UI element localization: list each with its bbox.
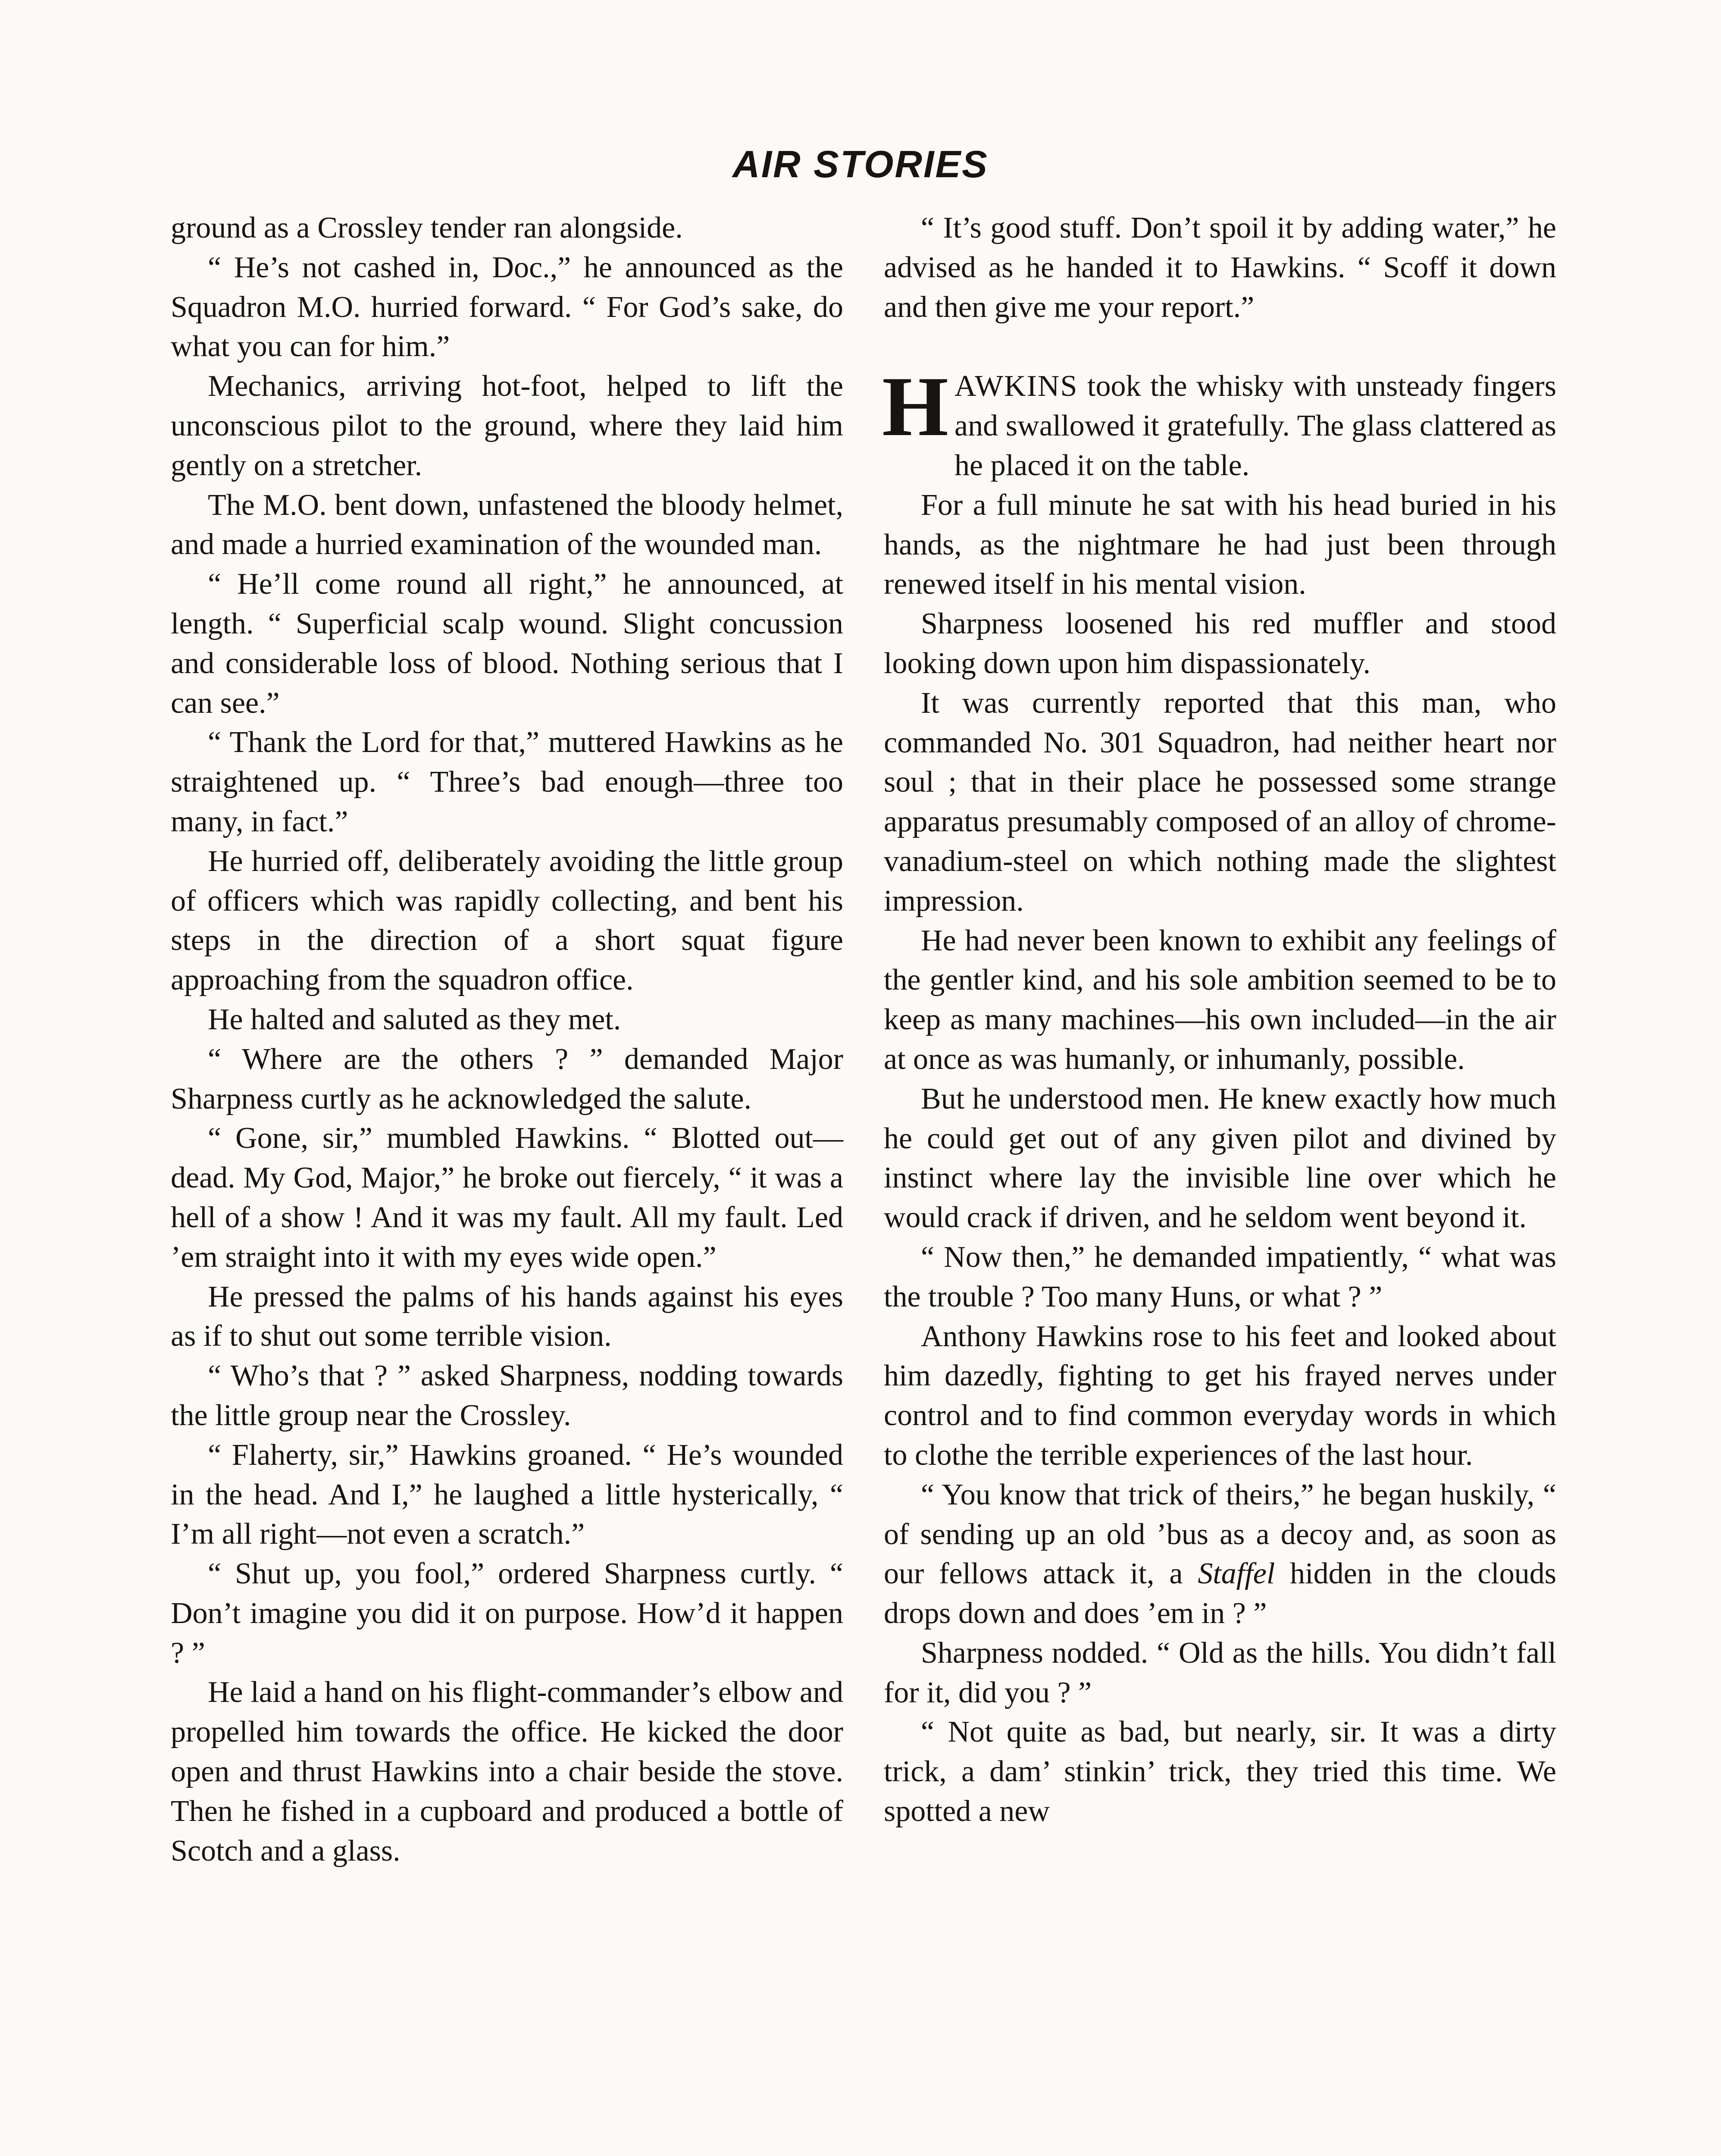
paragraph: “ He’s not cashed in, Doc.,” he announced as the Squadron M.O. hurried forward. “ For God’s sake, do what you can for him.”: [171, 251, 843, 364]
paragraph: Sharpness nodded. “ Old as the hills. You didn’t fall for it, did you ? ”: [884, 1636, 1556, 1709]
paragraph: ground as a Crossley tender ran alongside.: [171, 211, 683, 244]
drop-cap: H: [882, 359, 949, 454]
paragraph: “ Shut up, you fool,” ordered Sharpness curtly. “ Don’t imagine you did it on purpose. How’d it happen ? ”: [171, 1557, 843, 1670]
right-column: [884, 208, 1556, 1831]
paragraph-text: hidden in the clouds drops down and does ’em in ? ”: [884, 1557, 1556, 1630]
paragraph: He laid a hand on his flight-commander’s elbow and propelled him towards the office. He kicked the door open and thrust Hawkins into a chair beside the stove. Then he fished in a cupboard and produced a bottle of Scotch and a glass.: [171, 1676, 843, 1868]
paragraph-text: “ You know that trick of theirs,” he began huskily, “ of sending up an old ’bus as a decoy and, as soon as our fellows attack it, a: [884, 1478, 1556, 1591]
paragraph: “ Not quite as bad, but nearly, sir. It was a dirty trick, a dam’ stinkin’ trick, they tried this time. We spotted a new: [884, 1715, 1556, 1828]
paragraph: He halted and saluted as they met.: [208, 1003, 621, 1036]
paragraph: He hurried off, deliberately avoiding the little group of officers which was rapidly collecting, and bent his steps in the direction of a short squat figure approaching from the squadron office.: [171, 844, 843, 997]
paragraph: “ He’ll come round all right,” he announced, at length. “ Superficial scalp wound. Slight concussion and considerable loss of blood. Nothing serious that I can see.”: [171, 567, 843, 720]
paragraph: “ Gone, sir,” mumbled Hawkins. “ Blotted out—dead. My God, Major,” he broke out fiercely, “ it was a hell of a show ! And it was my fault. All my fault. Led ’em straight into it with my eyes wide open.”: [171, 1122, 843, 1274]
paragraph: Anthony Hawkins rose to his feet and looked about him dazedly, fighting to get his frayed nerves under control and to find common everyday words in which to clothe the terrible experiences of the last hour.: [884, 1319, 1556, 1472]
paragraph: The M.O. bent down, unfastened the bloody helmet, and made a hurried examination of the wounded man.: [171, 488, 843, 561]
paragraph: “ Thank the Lord for that,” muttered Hawkins as he straightened up. “ Three’s bad enough—three too many, in fact.”: [171, 726, 843, 838]
paragraph: “ Now then,” he demanded impatiently, “ what was the trouble ? Too many Huns, or what ? ”: [884, 1240, 1556, 1313]
paragraph: “ Flaherty, sir,” Hawkins groaned. “ He’s wounded in the head. And I,” he laughed a little hysterically, “ I’m all right—not even a scratch.”: [171, 1438, 843, 1551]
page-header: AIR STORIES: [732, 143, 989, 185]
paragraph: Mechanics, arriving hot-foot, helped to lift the unconscious pilot to the ground, where they laid him gently on a stretcher.: [171, 370, 843, 482]
paragraph-text: took the whisky with unsteady fingers and swallowed it gratefully. The glass clattered as he placed it on the table.: [954, 370, 1556, 482]
paragraph: “ Where are the others ? ” demanded Major Sharpness curtly as he acknowledged the salute.: [171, 1042, 843, 1116]
paragraph: He had never been known to exhibit any feelings of the gentler kind, and his sole ambition seemed to be to keep as many machines—his own included—in the air at once as was humanly, or inhumanly, possible.: [884, 924, 1556, 1076]
paragraph: For a full minute he sat with his head buried in his hands, as the nightmare he had just been through renewed itself in his mental vision.: [884, 488, 1556, 601]
paragraph: But he understood men. He knew exactly how much he could get out of any given pilot and divined by instinct where lay the invisible line over which he would crack if driven, and he seldom went beyond it.: [884, 1082, 1556, 1235]
section-opening-paragraph: [882, 359, 1556, 485]
italic-word: Staffel: [1198, 1557, 1275, 1591]
paragraph: [884, 1475, 1556, 1633]
paragraph: He pressed the palms of his hands against his eyes as if to shut out some terrible vision.: [171, 1280, 843, 1353]
small-caps-lead: AWKINS: [954, 370, 1078, 403]
left-column: [171, 208, 843, 1871]
paragraph: It was currently reported that this man, who commanded No. 301 Squadron, had neither heart nor soul ; that in their place he possessed some strange apparatus presumably composed of an alloy of chrome-vanadium-steel on which nothing made the slightest impression.: [884, 686, 1556, 918]
paragraph: “ It’s good stuff. Don’t spoil it by adding water,” he advised as he handed it to Hawkins. “ Scoff it down and then give me your report.”: [884, 211, 1556, 324]
paragraph: Sharpness loosened his red muffler and stood looking down upon him dispassionately.: [884, 607, 1556, 680]
paragraph: “ Who’s that ? ” asked Sharpness, nodding towards the little group near the Crossley.: [171, 1359, 843, 1432]
